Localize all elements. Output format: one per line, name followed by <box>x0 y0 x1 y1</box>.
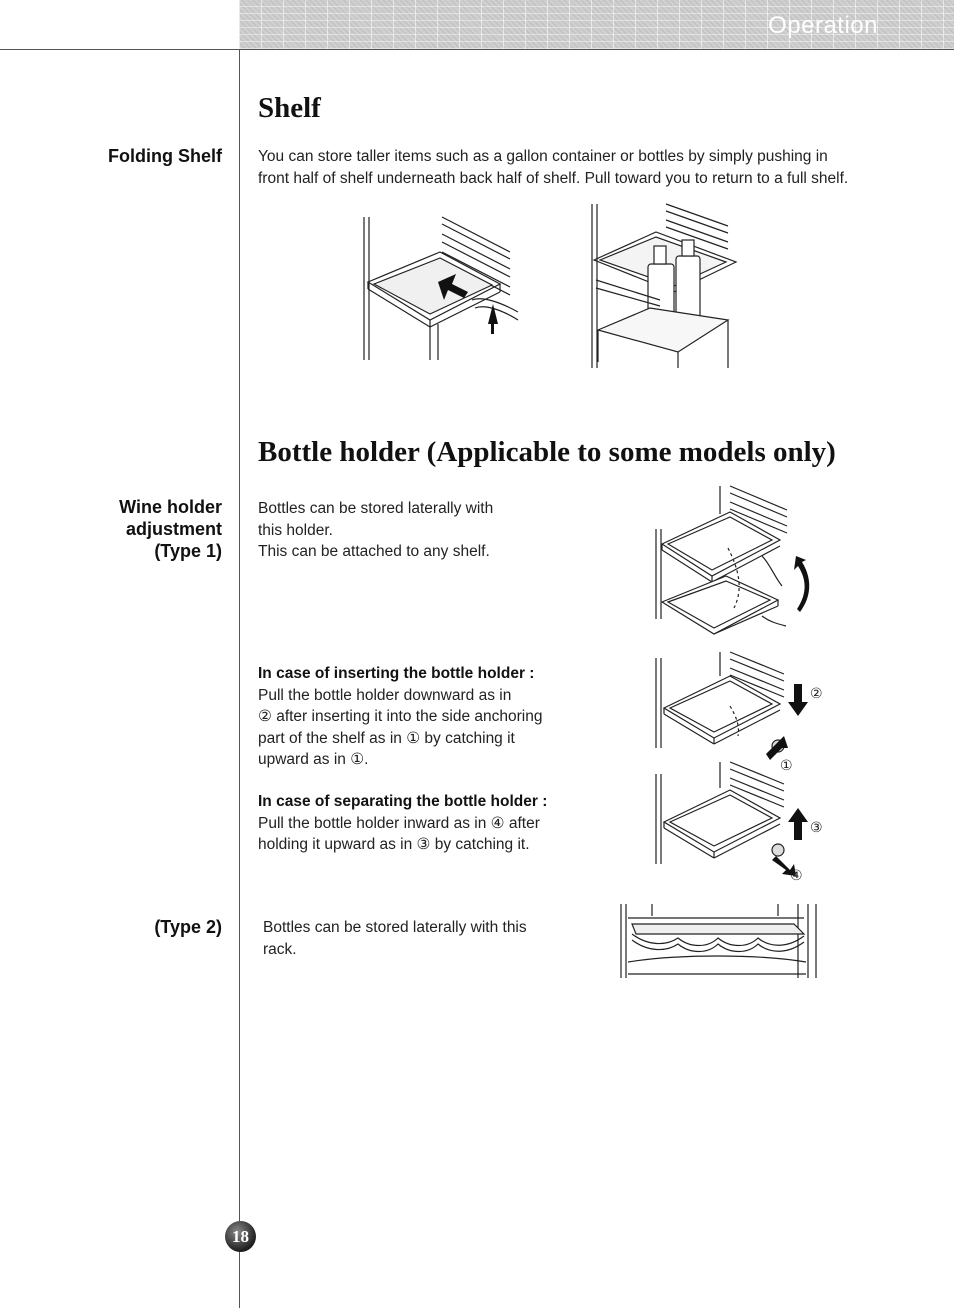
marker-3: ③ <box>810 820 823 836</box>
shelf-line: You can store taller items such as a gallon container or bottles by simply pushing in <box>258 148 828 165</box>
folded-shelf-figure <box>588 202 738 370</box>
insert-line: upward as in ①. <box>258 751 369 768</box>
insert-instructions <box>258 663 598 771</box>
separate-instructions <box>258 791 598 856</box>
shelf-title: Shelf <box>258 92 321 124</box>
shelf-description <box>258 146 848 189</box>
header-title: Operation <box>768 12 878 39</box>
wine-holder-label-line: Wine holder <box>119 497 222 517</box>
type2-description <box>263 917 527 960</box>
separate-heading: In case of separating the bottle holder : <box>258 793 548 810</box>
insert-line: Pull the bottle holder downward as in <box>258 686 512 704</box>
bottle-holder-title: Bottle holder (Applicable to some models only) <box>258 436 836 468</box>
bottle-holder-figure-insert <box>652 650 837 775</box>
type1-intro-line: this holder. <box>258 521 333 539</box>
margin-rule <box>239 49 240 1308</box>
folding-shelf-figure <box>360 212 525 362</box>
insert-line: part of the shelf as in ① by catching it <box>258 729 515 747</box>
insert-line: ② after inserting it into the side anchoring <box>258 708 543 725</box>
wine-holder-label <box>119 496 222 562</box>
folding-shelf-label: Folding Shelf <box>108 146 222 166</box>
type1-intro-line: This can be attached to any shelf. <box>258 543 490 560</box>
wine-holder-label-line: adjustment <box>125 519 222 539</box>
wine-rack-figure <box>618 902 824 982</box>
shelf-line: front half of shelf underneath back half of shelf. Pull toward you to return to a full shelf. <box>258 169 849 187</box>
header-band <box>239 0 954 49</box>
type1-intro-line: Bottles can be stored laterally with <box>258 500 494 517</box>
marker-4: ④ <box>790 868 803 884</box>
insert-heading: In case of inserting the bottle holder : <box>258 665 535 682</box>
type2-line: rack. <box>263 940 297 958</box>
marker-2: ② <box>810 686 823 702</box>
separate-line: holding it upward as in ③ by catching it. <box>258 836 530 853</box>
bottle-holder-figure-separate <box>652 760 837 885</box>
bottle-holder-figure-attach <box>652 484 832 639</box>
type2-label: (Type 2) <box>154 917 222 937</box>
type2-line: Bottles can be stored laterally with this <box>263 919 527 936</box>
header-rule <box>0 49 954 50</box>
page-number-badge: 18 <box>225 1221 256 1252</box>
wine-holder-label-line: (Type 1) <box>154 541 222 561</box>
type1-intro <box>258 498 493 563</box>
marker-1: ① <box>780 758 793 774</box>
separate-line: Pull the bottle holder inward as in ④ after <box>258 814 540 832</box>
